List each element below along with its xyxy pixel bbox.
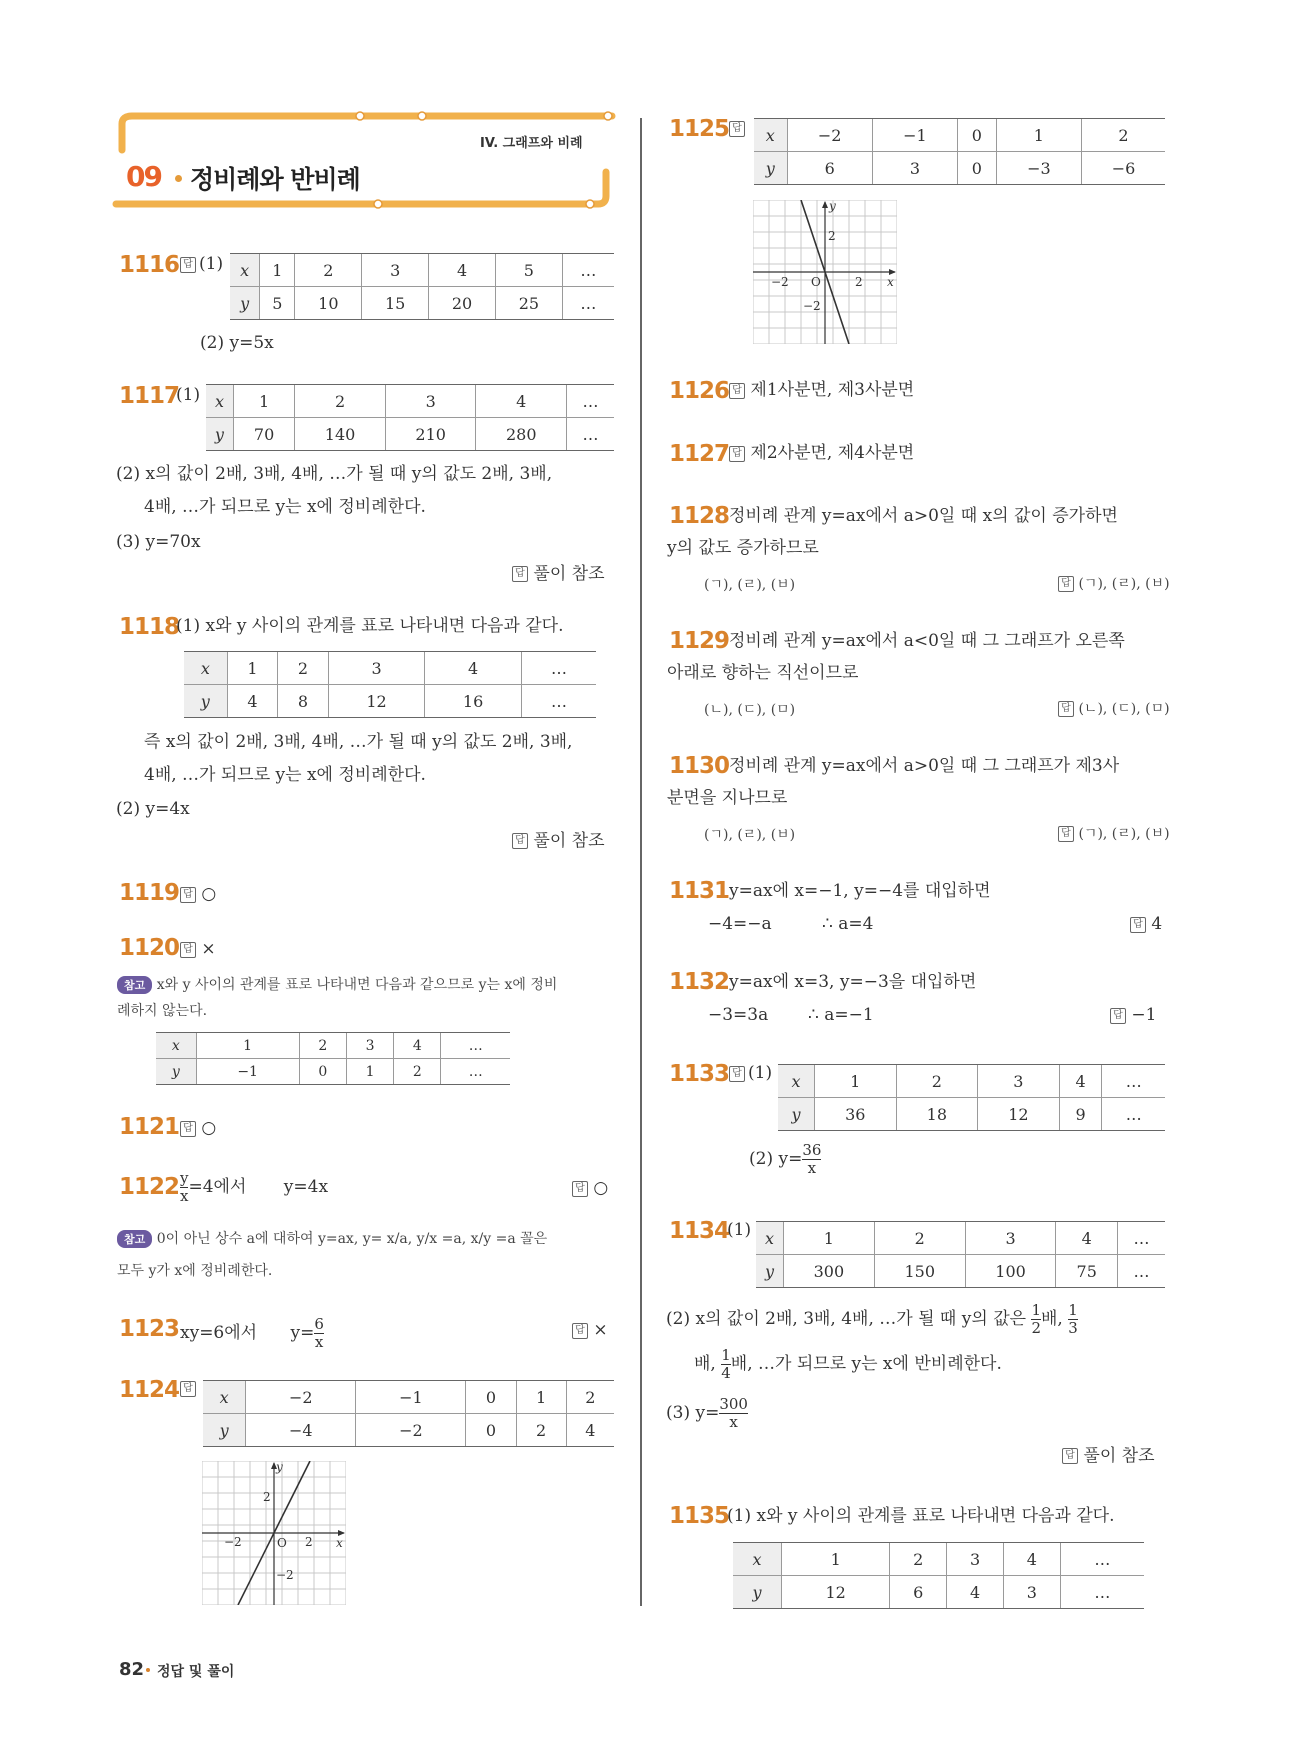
part-2-line-1: (2) x의 값이 2배, 3배, 4배, …가 될 때 y의 값도 2배, 3배, <box>116 464 553 484</box>
note: 참고 x와 y 사이의 관계를 표로 나타내면 다음과 같으므로 y는 x에 정비 <box>117 974 557 994</box>
problem-number: 1127 <box>669 441 730 467</box>
table-cell: … <box>521 652 596 685</box>
explanation-line-2b: ∴ a=4 <box>822 914 874 934</box>
table-row <box>156 1059 510 1085</box>
table-cell: 300 <box>783 1255 874 1288</box>
part-1: (1) x와 y 사이의 관계를 표로 나타내면 다음과 같다. <box>727 1506 1115 1526</box>
answer: 답 제1사분면, 제3사분면 <box>729 378 914 402</box>
table-cell: 4 <box>394 1033 441 1059</box>
explanation-line-1: 정비례 관계 y=ax에서 a<0일 때 그 그래프가 오른쪽 <box>729 631 1125 651</box>
section-title: 정비례와 반비례 <box>190 165 360 194</box>
table-cell: x <box>733 1543 781 1576</box>
problem-number: 1134 <box>669 1218 730 1244</box>
table-cell: 3 <box>362 254 429 287</box>
table-cell: x <box>156 1033 196 1059</box>
page-number: 82 <box>119 1659 145 1680</box>
answer-mark-icon: 답 <box>572 1181 588 1197</box>
table-cell: y <box>778 1098 814 1131</box>
svg-text:y: y <box>829 200 836 213</box>
explanation-line-1: 즉 x의 값이 2배, 3배, 4배, …가 될 때 y의 값도 2배, 3배, <box>144 732 573 752</box>
part-2: (2) y=5x <box>200 333 274 353</box>
table-cell: 3 <box>346 1033 393 1059</box>
table-cell: 15 <box>362 287 429 320</box>
choices: (ㄴ), (ㄷ), (ㅁ) <box>704 702 796 718</box>
part-label: (1) <box>748 1063 773 1083</box>
fraction: $\frac{1}{4}$ <box>721 1346 731 1382</box>
table-cell: … <box>567 418 614 451</box>
table-cell: 3 <box>965 1222 1056 1255</box>
table-cell: 12 <box>781 1576 889 1609</box>
table-cell: 5 <box>260 287 295 320</box>
answer: 답 풀이 참조 <box>512 562 605 586</box>
table-cell: 5 <box>495 254 562 287</box>
table-cell: 3 <box>328 652 425 685</box>
part-2-line-2: 배, $\frac{1}{4}$ 배, …가 되므로 y는 x에 반비례한다. <box>694 1346 1002 1382</box>
table-cell: y <box>754 152 787 185</box>
problem-number: 1122 <box>119 1174 180 1200</box>
explanation-line-1: y=ax에 x=3, y=−3을 대입하면 <box>729 972 977 992</box>
svg-text:x: x <box>887 275 894 289</box>
table-row <box>756 1222 1165 1255</box>
table-cell: 4 <box>1059 1065 1102 1098</box>
note-line-2: 례하지 않는다. <box>117 1003 208 1019</box>
problem-number: 1132 <box>669 969 730 995</box>
svg-text:y: y <box>276 1461 283 1474</box>
problem-number: 1118 <box>119 614 180 640</box>
svg-text:2: 2 <box>828 229 836 243</box>
answer-mark-icon: 답 <box>729 121 745 137</box>
explanation-line-2a: −3=3a <box>708 1005 769 1025</box>
table-cell: 1 <box>346 1059 393 1085</box>
table-cell: 25 <box>495 287 562 320</box>
table-cell: 1 <box>996 119 1081 152</box>
table-cell: −1 <box>356 1381 466 1414</box>
answer: 답 ○ <box>572 1176 608 1200</box>
explanation-line-1: 정비례 관계 y=ax에서 a>0일 때 그 그래프가 제3사 <box>729 756 1120 776</box>
table-cell: x <box>230 254 260 287</box>
table-cell: … <box>1060 1543 1144 1576</box>
value-table <box>206 384 614 451</box>
table-cell: 280 <box>476 418 567 451</box>
answer-mark-icon: 답 <box>180 257 196 273</box>
note-line-2: 모두 y가 x에 정비례한다. <box>117 1263 273 1279</box>
table-cell: … <box>562 287 614 320</box>
svg-text:O: O <box>811 275 821 289</box>
part-2-line-2: 4배, …가 되므로 y는 x에 정비례한다. <box>144 497 426 517</box>
part-2-line-1: (2) x의 값이 2배, 3배, 4배, …가 될 때 y의 값은 $\frac{1}{2}$ 배, $\frac{1}{3}$ <box>666 1301 1078 1337</box>
table-row <box>778 1098 1165 1131</box>
table-cell: 20 <box>429 287 496 320</box>
choices: (ㄱ), (ㄹ), (ㅂ) <box>704 577 796 593</box>
answer: 답 × <box>180 937 216 961</box>
fraction: $\frac{300}{x}$ <box>719 1395 748 1431</box>
answer-mark-icon: 답 <box>1058 826 1074 842</box>
table-row <box>754 119 1165 152</box>
problem-number: 1119 <box>119 880 180 906</box>
answer: 답 풀이 참조 <box>512 829 605 853</box>
table-cell: 1 <box>260 254 295 287</box>
fraction: $\frac{1}{2}$ <box>1031 1301 1041 1337</box>
svg-text:−2: −2 <box>803 299 821 313</box>
answer: 답 제2사분면, 제4사분면 <box>729 441 914 465</box>
table-cell: 1 <box>227 652 278 685</box>
answer-mark-icon: 답 <box>180 887 196 903</box>
table-cell: −1 <box>872 119 957 152</box>
table-row <box>733 1543 1144 1576</box>
table-cell: 140 <box>295 418 386 451</box>
table-row <box>184 685 596 718</box>
table-cell: 10 <box>295 287 362 320</box>
problem-number: 1128 <box>669 503 730 529</box>
table-cell: 12 <box>328 685 425 718</box>
table-row <box>230 287 614 320</box>
table-cell: … <box>562 254 614 287</box>
part-3: (3) y= $\frac{300}{x}$ <box>666 1395 748 1431</box>
table-cell: … <box>567 385 614 418</box>
problem-number: 1133 <box>669 1061 730 1087</box>
table-row <box>206 418 614 451</box>
svg-text:2: 2 <box>855 275 863 289</box>
table-cell: … <box>1060 1576 1144 1609</box>
table-cell: 150 <box>874 1255 965 1288</box>
answer-mark-icon: 답 <box>180 1381 196 1397</box>
footer-label: 정답 및 풀이 <box>157 1664 235 1680</box>
table-row <box>778 1065 1165 1098</box>
table-cell: x <box>184 652 227 685</box>
table-cell: 2 <box>394 1059 441 1085</box>
problem-number: 1124 <box>119 1377 180 1403</box>
table-cell: 3 <box>872 152 957 185</box>
table-cell: … <box>1117 1222 1165 1255</box>
answer: 답 4 <box>1130 912 1162 936</box>
table-cell: 6 <box>787 152 872 185</box>
table-cell: 3 <box>978 1065 1060 1098</box>
table-cell: 2 <box>874 1222 965 1255</box>
table-cell: 4 <box>566 1414 614 1447</box>
answer-mark-icon: 답 <box>729 383 745 399</box>
table-cell: −2 <box>246 1381 356 1414</box>
table-cell: 0 <box>466 1414 516 1447</box>
answer-mark-icon: 답 <box>729 446 745 462</box>
table-cell: 1 <box>781 1543 889 1576</box>
table-cell: 4 <box>1056 1222 1118 1255</box>
answer: 답 (ㄱ), (ㄹ), (ㅂ) <box>1058 573 1170 593</box>
answer: 답 풀이 참조 <box>1062 1444 1155 1468</box>
svg-text:−2: −2 <box>276 1568 294 1582</box>
table-cell: x <box>206 385 233 418</box>
table-cell: 0 <box>299 1059 346 1085</box>
table-row <box>756 1255 1165 1288</box>
explanation-line-2b: ∴ a=−1 <box>808 1005 874 1025</box>
svg-text:O: O <box>277 1536 287 1550</box>
part-label: (1) <box>727 1220 752 1240</box>
table-cell: … <box>441 1059 510 1085</box>
table-cell: 12 <box>978 1098 1060 1131</box>
table-cell: 3 <box>385 385 476 418</box>
header-frame <box>112 110 618 210</box>
section-dot <box>175 175 182 182</box>
table-cell: 2 <box>299 1033 346 1059</box>
table-cell: −6 <box>1082 152 1166 185</box>
graph-y-minus-3x <box>753 200 897 344</box>
table-cell: 3 <box>947 1543 1004 1576</box>
table-cell: x <box>203 1381 246 1414</box>
answer-mark-icon: 답 <box>572 1323 588 1339</box>
table-cell: −3 <box>996 152 1081 185</box>
table-cell: y <box>230 287 260 320</box>
table-cell: y <box>203 1414 246 1447</box>
value-table <box>230 253 614 320</box>
fraction: $\frac{36}{x}$ <box>802 1141 822 1177</box>
answer-mark-icon: 답 <box>1110 1008 1126 1024</box>
table-cell: 1 <box>814 1065 896 1098</box>
problem-number: 1130 <box>669 753 730 779</box>
value-table <box>778 1064 1165 1131</box>
table-cell: 4 <box>425 652 522 685</box>
table-cell: 4 <box>476 385 567 418</box>
table-cell: x <box>778 1065 814 1098</box>
answer-mark-icon: 답 <box>180 942 196 958</box>
part-1: (1) x와 y 사이의 관계를 표로 나타내면 다음과 같다. <box>176 616 564 636</box>
problem-number: 1123 <box>119 1316 180 1342</box>
answer-mark-icon: 답 <box>512 566 528 582</box>
choices: (ㄱ), (ㄹ), (ㅂ) <box>704 827 796 843</box>
table-cell: 210 <box>385 418 476 451</box>
table-cell: … <box>1102 1098 1165 1131</box>
explanation-line-2: 4배, …가 되므로 y는 x에 정비례한다. <box>144 765 426 785</box>
table-cell: 2 <box>516 1414 566 1447</box>
table-cell: 0 <box>958 119 997 152</box>
chapter-label: IV. 그래프와 비례 <box>480 136 583 151</box>
part-2: (2) y=4x <box>116 799 190 819</box>
answer: 답 −1 <box>1110 1003 1156 1027</box>
table-cell: … <box>1117 1255 1165 1288</box>
fraction: $\frac{1}{3}$ <box>1068 1301 1078 1337</box>
value-table <box>733 1542 1144 1609</box>
table-cell: 0 <box>958 152 997 185</box>
part-2: (2) y= $\frac{36}{x}$ <box>749 1141 822 1177</box>
problem-number: 1135 <box>669 1503 730 1529</box>
section-number: 09 <box>126 160 161 193</box>
table-cell: 3 <box>1003 1576 1060 1609</box>
answer-mark-icon: 답 <box>180 1121 196 1137</box>
table-cell: −1 <box>196 1059 299 1085</box>
value-table <box>203 1380 614 1447</box>
explanation-line-1: y=ax에 x=−1, y=−4를 대입하면 <box>729 881 991 901</box>
svg-text:−2: −2 <box>771 275 789 289</box>
table-cell: 2 <box>278 652 329 685</box>
table-cell: 4 <box>429 254 496 287</box>
table-cell: 2 <box>1082 119 1166 152</box>
part-label: (1) <box>199 254 224 274</box>
part-label: (1) <box>176 385 201 405</box>
answer: 답 × <box>572 1318 608 1342</box>
svg-text:2: 2 <box>305 1535 313 1549</box>
column-divider <box>640 118 642 1606</box>
explanation-line-2: 아래로 향하는 직선이므로 <box>667 663 859 683</box>
graph-y-4x <box>202 1461 346 1605</box>
answer: 답 ○ <box>180 882 216 906</box>
problem-number: 1120 <box>119 935 180 961</box>
explanation-line-2: y의 값도 증가하므로 <box>667 538 819 558</box>
table-row <box>733 1576 1144 1609</box>
table-row <box>184 652 596 685</box>
table-cell: 8 <box>278 685 329 718</box>
table-cell: … <box>441 1033 510 1059</box>
note-badge: 참고 <box>117 976 152 994</box>
equation: $\frac{y}{x}$ =4에서 y=4x <box>180 1169 329 1205</box>
table-cell: y <box>156 1059 196 1085</box>
value-table <box>754 118 1165 185</box>
table-cell: 1 <box>196 1033 299 1059</box>
table-cell: 2 <box>295 254 362 287</box>
table-cell: 6 <box>890 1576 947 1609</box>
value-table <box>756 1221 1165 1288</box>
problem-number: 1117 <box>119 383 180 409</box>
table-cell: 1 <box>783 1222 874 1255</box>
table-cell: y <box>733 1576 781 1609</box>
table-cell: 4 <box>227 685 278 718</box>
answer-mark-icon: 답 <box>512 833 528 849</box>
table-cell: 4 <box>947 1576 1004 1609</box>
problem-number: 1129 <box>669 628 730 654</box>
table-cell: 16 <box>425 685 522 718</box>
table-cell: … <box>521 685 596 718</box>
table-cell: 2 <box>896 1065 978 1098</box>
table-cell: 36 <box>814 1098 896 1131</box>
table-cell: y <box>206 418 233 451</box>
explanation-line-1: 정비례 관계 y=ax에서 a>0일 때 x의 값이 증가하면 <box>729 506 1118 526</box>
table-row <box>203 1414 614 1447</box>
table-cell: 4 <box>1003 1543 1060 1576</box>
table-cell: 18 <box>896 1098 978 1131</box>
table-cell: 2 <box>890 1543 947 1576</box>
table-cell: … <box>1102 1065 1165 1098</box>
problem-number: 1125 <box>669 116 730 142</box>
table-row <box>156 1033 510 1059</box>
table-cell: 9 <box>1059 1098 1102 1131</box>
svg-text:2: 2 <box>263 1490 271 1504</box>
answer: 답 (ㄴ), (ㄷ), (ㅁ) <box>1058 698 1170 718</box>
explanation-line-2: 분면을 지나므로 <box>667 788 788 808</box>
note: 참고 0이 아닌 상수 a에 대하여 y=ax, y= x/a, y/x =a, x/y =a 꼴은 <box>117 1228 547 1248</box>
table-cell: x <box>754 119 787 152</box>
table-row <box>203 1381 614 1414</box>
note-badge: 참고 <box>117 1230 152 1248</box>
problem-number: 1116 <box>119 252 180 278</box>
explanation-line-2a: −4=−a <box>708 914 772 934</box>
table-cell: 70 <box>233 418 294 451</box>
table-cell: −2 <box>787 119 872 152</box>
table-cell: 1 <box>516 1381 566 1414</box>
table-cell: 2 <box>566 1381 614 1414</box>
svg-text:x: x <box>336 1536 343 1550</box>
answer-mark-icon: 답 <box>1058 701 1074 717</box>
answer: 답 ○ <box>180 1116 216 1140</box>
table-cell: 1 <box>233 385 294 418</box>
value-table <box>156 1032 510 1085</box>
answer-mark-icon: 답 <box>729 1066 745 1082</box>
table-row <box>206 385 614 418</box>
table-cell: y <box>756 1255 783 1288</box>
table-cell: −2 <box>356 1414 466 1447</box>
table-cell: 2 <box>295 385 386 418</box>
answer: 답 (ㄱ), (ㄹ), (ㅂ) <box>1058 823 1170 843</box>
table-cell: 100 <box>965 1255 1056 1288</box>
table-row <box>230 254 614 287</box>
table-row <box>754 152 1165 185</box>
table-cell: −4 <box>246 1414 356 1447</box>
table-cell: x <box>756 1222 783 1255</box>
problem-number: 1121 <box>119 1114 180 1140</box>
value-table <box>184 651 596 718</box>
answer-mark-icon: 답 <box>1062 1448 1078 1464</box>
fraction: $\frac{y}{x}$ <box>180 1169 189 1205</box>
fraction: $\frac{6}{x}$ <box>314 1315 324 1351</box>
problem-number: 1131 <box>669 878 730 904</box>
part-3: (3) y=70x <box>116 532 201 552</box>
answer-mark-icon: 답 <box>1058 576 1074 592</box>
equation: xy=6에서 y= $\frac{6}{x}$ <box>180 1315 324 1351</box>
svg-text:−2: −2 <box>224 1535 242 1549</box>
answer-mark-icon: 답 <box>1130 917 1146 933</box>
table-cell: 75 <box>1056 1255 1118 1288</box>
table-cell: y <box>184 685 227 718</box>
table-cell: 0 <box>466 1381 516 1414</box>
problem-number: 1126 <box>669 378 730 404</box>
footer-dot <box>146 1668 150 1672</box>
